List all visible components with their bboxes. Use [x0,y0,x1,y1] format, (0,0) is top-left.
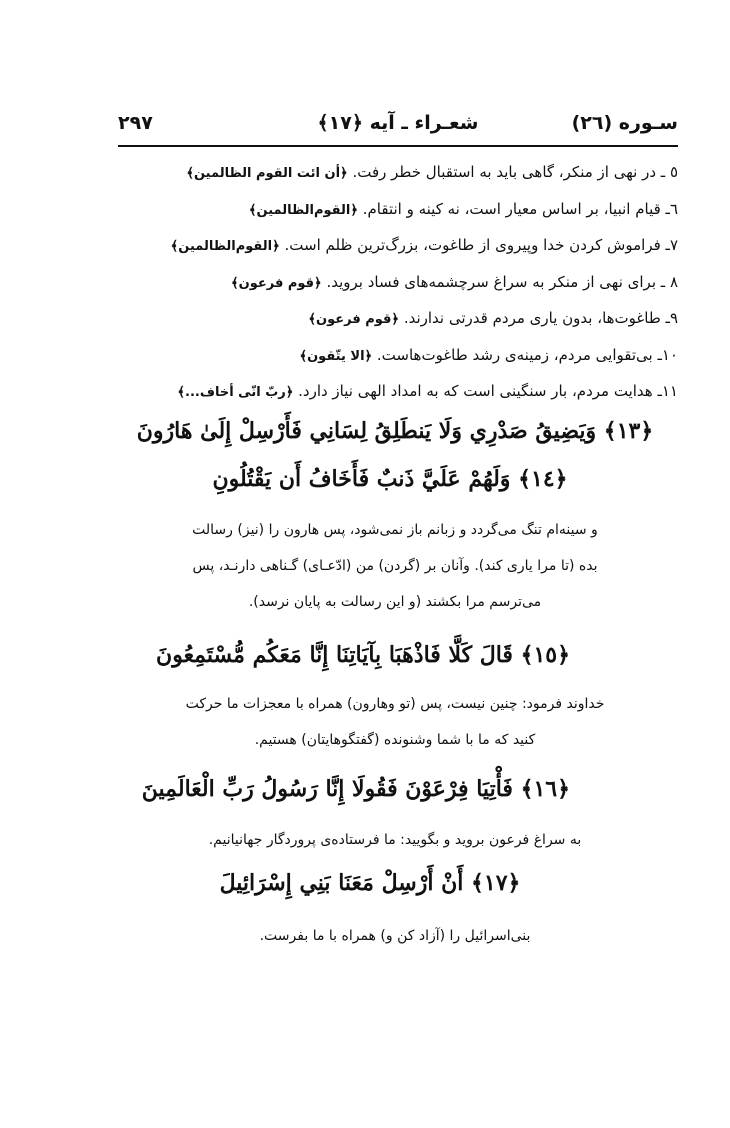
note-text: ٨ ـ برای نهی از منکر به سراغ سرچشمه‌های فساد بروید. [321,272,678,291]
note-reference: ﴿ربّ انّی أخاف...﴾ [177,385,294,400]
note-reference: ﴿القوم‌الظالمین﴾ [170,239,280,254]
page-title: شعـراء ـ آیه ﴿١٧﴾ [317,112,479,134]
page-number: ٢٩٧ [118,112,153,134]
note-item [108,227,678,264]
verse-17: ﴿١٧﴾ أَنْ أَرْسِلْ مَعَنَا بَنِي إِسْرَائِيلَ [219,870,521,896]
translation-line: به سراغ فرعون بروید و بگویید: ما فرستاده‌ی پروردگار جهانیانیم. [208,832,582,848]
translation-17 [110,918,680,954]
header-divider [118,145,678,147]
verse-16: ﴿١٦﴾ فَأْتِيَا فِرْعَوْنَ فَقُولَا إِنَّا رَسُولُ رَبِّ الْعَالَمِينَ [141,776,570,802]
translation-line: کنید که ما با شما وشنونده (گفتگوهایتان) هستیم. [254,732,536,748]
translation-16 [110,822,680,858]
note-reference: ﴿الا یتّقون﴾ [299,348,373,364]
page-header [118,112,678,142]
note-text: ٧ـ فراموش کردن خدا وپیروی از طاغوت، بزرگ‌ترین ظلم است. [279,236,678,254]
note-item [108,373,678,410]
note-text: ٩ـ طاغوت‌ها، بدون یاری مردم قدرتی ندارند. [399,309,678,327]
translation-line: بده (تا مرا یاری کند). وآنان بر (گردن) من (ادّعـای) گـناهی دارنـد، پس [192,558,598,574]
note-text: ٥ ـ در نهی از منکر، گاهی باید به استقبال خطر رفت. [347,163,678,181]
note-item [108,264,678,301]
notes-list [108,154,678,410]
translation-line: بنی‌اسرائیل را (آزاد کن و) همراه با ما بفرست. [259,928,531,944]
note-item [108,191,678,228]
translation-line: می‌ترسم مرا بکشند (و این رسالت به پایان نرسد). [248,594,542,610]
note-text: ١١ـ هدایت مردم، بار سنگینی است که به امداد الهی نیاز دارد. [293,382,678,400]
note-reference: ﴿قوم فرعون﴾ [230,275,322,291]
note-text: ٦ـ قیام انبیا، بر اساس معیار است، نه کینه و انتقام. [357,199,678,218]
note-item [108,154,678,191]
verse-15: ﴿١٥﴾ قَالَ كَلَّا فَاذْهَبَا بِآيَاتِنَا إِنَّا مَعَكُم مُّسْتَمِعُونَ [156,642,570,668]
verse-14: ﴿١٤﴾ وَلَهُمْ عَلَيَّ ذَنبٌ فَأَخَافُ أَن يَقْتُلُونِ [212,466,568,492]
note-reference: ﴿قوم فرعون﴾ [308,312,400,327]
note-text: ١٠ـ بی‌تقوایی مردم، زمینه‌ی رشد طاغوت‌هاست. [372,345,678,364]
translation-15 [110,686,680,758]
note-reference: ﴿القوم‌الظالمین﴾ [248,202,358,218]
surah-label: سـوره (٢٦) [571,112,678,134]
translation-line: و سینه‌ام تنگ می‌گردد و زبانم باز نمی‌شود، پس هارون را (نیز) رسالت [192,522,598,538]
verse-13: ﴿١٣﴾ وَيَضِيقُ صَدْرِي وَلَا يَنطَلِقُ لِسَانِي فَأَرْسِلْ إِلَىٰ هَارُونَ [136,418,654,444]
note-reference: ﴿أن ائت القوم الظالمین﴾ [186,166,348,181]
note-item [108,300,678,337]
translation-13-14 [110,512,680,620]
translation-line: خداوند فرمود: چنین نیست، پس (تو وهارون) همراه با معجزات ما حرکت [185,696,605,712]
note-item [108,337,678,374]
